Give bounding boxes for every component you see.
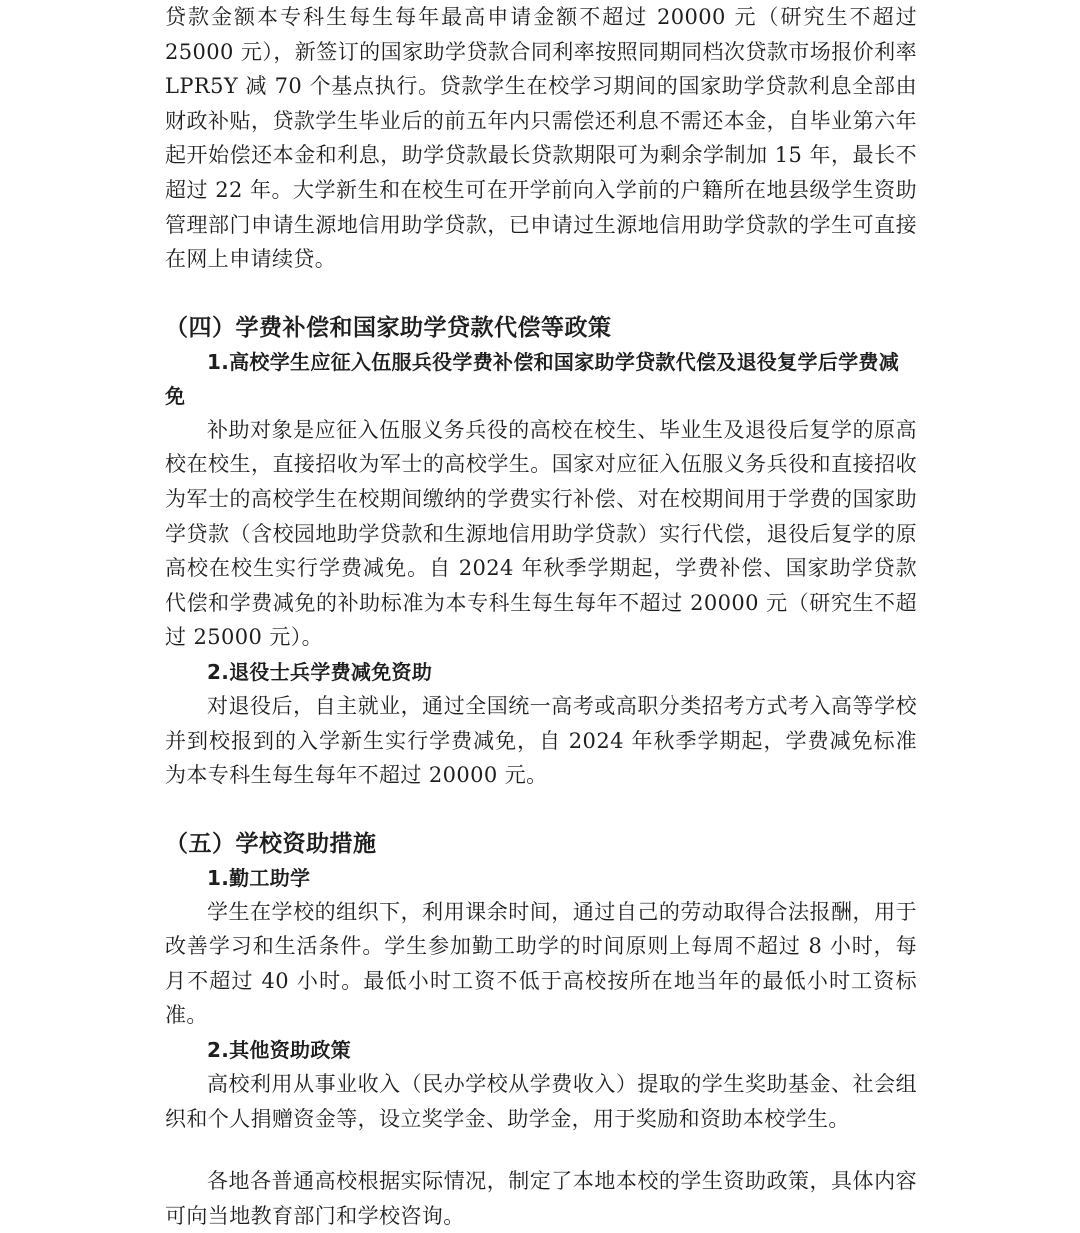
spacer — [165, 793, 917, 827]
section-5-2-body: 高校利用从事业收入（民办学校从学费收入）提取的学生奖助基金、社会组织和个人捐赠资金等，设立奖学金、助学金，用于奖励和资助本校学生。 — [165, 1072, 917, 1131]
spacer — [165, 277, 917, 311]
section-4-2-body: 对退役后，自主就业，通过全国统一高考或高职分类招考方式考入高等学校并到校报到的入学新生实行学费减免，自 2024 年秋季学期起，学费减免标准为本专科生每生每年不超过 20000 元。 — [165, 693, 917, 788]
section-4-2-title: 2.退役士兵学费减免资助 — [207, 659, 433, 684]
loan-paragraph: 贷款金额本专科生每生每年最高申请金额不超过 20000 元（研究生不超过 25000 元），新签订的国家助学贷款合同利率按照同期同档次贷款市场报价利率 LPR5Y 减 70 个基点执行。贷款学生在校学习期间的国家助学贷款利息全部由财政补贴，贷款学生毕业后的前五年内只需偿还利息不需还本金，自毕业第六年起开始偿还本金和利息，助学贷款最长贷款期限可为剩余学制加 15 年，最长不超过 22 年。大学新生和在校生可在开学前向入学前的户籍所在地县级学生资助管理部门申请生源地信用助学贷款，已申请过生源地信用助学贷款的学生可直接在网上申请续贷。 — [165, 5, 917, 272]
document-page — [165, 0, 917, 1233]
section-5-2-title: 2.其他资助政策 — [207, 1038, 351, 1063]
section-4-title: （四）学费补偿和国家助学贷款代偿等政策 — [165, 314, 612, 341]
section-5-1-title: 1.勤工助学 — [207, 865, 311, 890]
section-5-title: （五）学校资助措施 — [165, 830, 377, 857]
section-5-1-body: 学生在学校的组织下，利用课余时间，通过自己的劳动取得合法报酬，用于改善学习和生活条件。学生参加勤工助学的时间原则上每周不超过 8 小时，每月不超过 40 小时。最低小时工资不低于高校按所在地当年的最低小时工资标准。 — [165, 899, 917, 1028]
section-4-1-body: 补助对象是应征入伍服义务兵役的高校在校生、毕业生及退役后复学的原高校在校生，直接招收为军士的高校学生。国家对应征入伍服义务兵役和直接招收为军士的高校学生在校期间缴纳的学费实行补偿、对在校期间用于学费的国家助学贷款（含校园地助学贷款和生源地信用助学贷款）实行代偿，退役后复学的原高校在校生实行学费减免。自 2024 年秋季学期起，学费补偿、国家助学贷款代偿和学费减免的补助标准为本专科生每生每年不超过 20000 元（研究生不超过 25000 元）。 — [165, 417, 917, 650]
spacer — [165, 1136, 917, 1164]
section-4-1-title: 1.高校学生应征入伍服兵役学费补偿和国家助学贷款代偿及退役复学后学费减免 — [165, 349, 900, 408]
closing-paragraph: 各地各普通高校根据实际情况，制定了本地本校的学生资助政策，具体内容可向当地教育部门和学校咨询。 — [165, 1169, 917, 1228]
